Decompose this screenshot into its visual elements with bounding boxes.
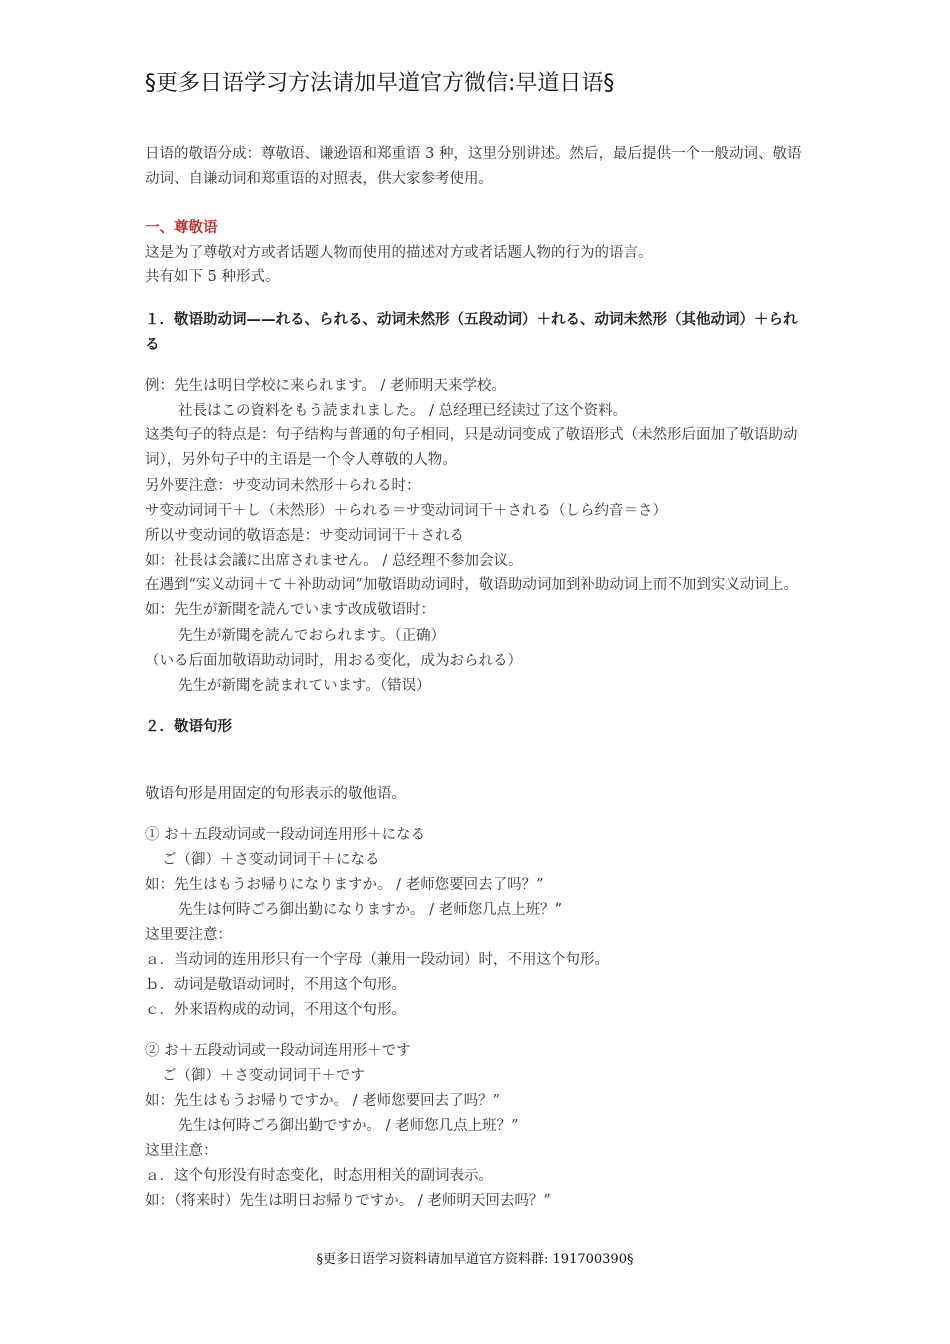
form-line: ② お＋五段动词或一段动词连用形＋です bbox=[145, 1043, 411, 1059]
note-line: ｃ．外来语构成的动词，不用这个句形。 bbox=[145, 1002, 406, 1018]
explanation-line: （いる后面加敬语助动词时，用おる变化，成为おられる） bbox=[145, 653, 522, 669]
part1-heading: １．敬语助动词——れる、られる、动词未然形（五段动词）＋れる、动词未然形（其他动词）＋られる bbox=[145, 312, 798, 353]
example-line: 如：先生はもうお帰りですか。 / 老师您要回去了吗？” bbox=[145, 1093, 501, 1109]
page-footer: §更多日语学习资料请加早道官方资料群: 191700390§ bbox=[316, 1252, 634, 1267]
form-line: ① お＋五段动词或一段动词连用形＋になる bbox=[145, 827, 426, 843]
example-line: 先生は何時ごろ御出勤になりますか。 / 老师您几点上班？” bbox=[178, 902, 563, 918]
example-line: 如：（将来时）先生は明日お帰りですか。 / 老师明天回去吗？” bbox=[145, 1193, 551, 1209]
note-line: 这里注意： bbox=[145, 1143, 218, 1159]
note-line: ａ．当动词的连用形只有一个字母（兼用一段动词）时，不用这个句形。 bbox=[145, 952, 609, 968]
explanation-line: 另外要注意：サ变动词未然形＋られる时： bbox=[145, 478, 421, 494]
explanation-line: サ变动词词干＋し（未然形）＋られる＝サ变动词词干＋される（しら约音＝さ） bbox=[145, 503, 667, 519]
example-line: 例：先生は明日学校に来られます。 / 老师明天来学校。 bbox=[145, 378, 506, 394]
note-line: ａ．这个句形没有时态变化，时态用相关的副词表示。 bbox=[145, 1168, 493, 1184]
example-line: 先生が新聞を読んでおられます。（正确） bbox=[178, 628, 446, 644]
form-line: ご（御）＋さ变动词词干＋です bbox=[162, 1068, 365, 1084]
explanation-line: 在遇到“实义动词＋て＋补助动词”加敬语助动词时，敬语助动词加到补助动词上而不加到实义动词上。如：先生が新聞を読んでいます改成敬语时： bbox=[145, 577, 798, 618]
section-title-1: 一、尊敬语 bbox=[145, 220, 218, 236]
section-desc-1: 这是为了尊敬对方或者话题人物而使用的描述对方或者话题人物的行为的语言。 bbox=[145, 245, 653, 261]
part2-heading: ２．敬语句形 bbox=[145, 719, 232, 735]
example-line: 如：社長は会議に出席されません。 / 总经理不参加会议。 bbox=[145, 553, 523, 569]
form-line: ご（御）＋さ变动词词干＋になる bbox=[162, 852, 380, 868]
example-line: 社長はこの資料をもう読まれました。 / 总经理已经读过了这个资料。 bbox=[178, 403, 628, 419]
section-desc-2: 共有如下 5 种形式。 bbox=[145, 269, 280, 285]
part2-desc: 敬语句形是用固定的句形表示的敬他语。 bbox=[145, 786, 406, 802]
example-line: 如：先生はもうお帰りになりますか。 / 老师您要回去了吗？” bbox=[145, 877, 544, 893]
page-header: §更多日语学习方法请加早道官方微信:早道日语§ bbox=[145, 71, 615, 96]
note-line: ｂ．动词是敬语动词时，不用这个句形。 bbox=[145, 977, 406, 993]
example-line: 先生は何時ごろ御出勤ですか。 / 老师您几点上班？” bbox=[178, 1118, 519, 1134]
explanation-line: 所以サ变动词的敬语态是：サ变动词词干＋される bbox=[145, 528, 464, 544]
explanation-line: 这类句子的特点是：句子结构与普通的句子相同，只是动词变成了敬语形式（未然形后面加了敬语助动词），另外句子中的主语是一个令人尊敬的人物。 bbox=[145, 427, 798, 468]
intro-paragraph: 日语的敬语分成：尊敬语、谦逊语和郑重语 3 种，这里分别讲述。然后，最后提供一个一般动词、敬语动词、自谦动词和郑重语的对照表，供大家参考使用。 bbox=[145, 146, 802, 187]
example-line: 先生が新聞を読まれています。（错误） bbox=[178, 678, 431, 694]
note-line: 这里要注意： bbox=[145, 927, 232, 943]
